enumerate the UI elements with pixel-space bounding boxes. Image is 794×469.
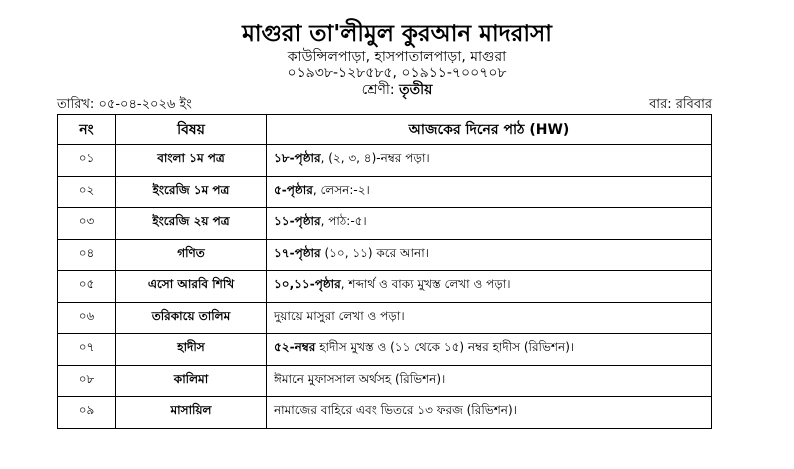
school-phones: ০১৯৩৮-১২৮৫৮৫, ০১৯১১-৭০০৭০৮	[287, 65, 507, 81]
lesson-bold: ১৭-পৃষ্ঠার	[274, 245, 321, 260]
lesson-bold: ৫২-নম্বর	[274, 340, 316, 355]
row-subject: হাদীস	[116, 334, 267, 366]
row-number: ০৭	[58, 334, 116, 366]
table-row	[58, 271, 712, 303]
class-label: শ্রেণী:	[361, 82, 395, 98]
class-value: তৃতীয়	[399, 82, 433, 98]
row-lesson	[267, 334, 712, 366]
row-number: ০২	[58, 176, 116, 208]
row-subject: কালিমা	[116, 365, 267, 397]
row-lesson	[267, 397, 712, 429]
row-number: ০৪	[58, 239, 116, 271]
lesson-bold: ৫-পৃষ্ঠার	[274, 182, 313, 197]
table-row	[58, 176, 712, 208]
row-number: ০৮	[58, 365, 116, 397]
row-lesson	[267, 208, 712, 240]
lesson-bold: ১৮-পৃষ্ঠার	[274, 151, 321, 166]
table-row	[58, 145, 712, 177]
row-subject: ইংরেজি ২য় পত্র	[116, 208, 267, 240]
row-subject: বাংলা ১ম পত্র	[116, 145, 267, 177]
table-row	[58, 208, 712, 240]
row-lesson	[267, 145, 712, 177]
table-row	[58, 397, 712, 429]
header-number: নং	[58, 115, 116, 145]
row-number: ০১	[58, 145, 116, 177]
row-lesson	[267, 239, 712, 271]
table-row	[58, 239, 712, 271]
row-subject: এসো আরবি শিখি	[116, 271, 267, 303]
table-row	[58, 302, 712, 334]
row-lesson	[267, 302, 712, 334]
lesson-bold: ১০,১১-পৃষ্ঠার	[274, 277, 341, 292]
row-number: ০৩	[58, 208, 116, 240]
school-title: মাগুরা তা'লীমুল কুরআন মাদরাসা	[242, 21, 552, 47]
row-number: ০৯	[58, 397, 116, 429]
row-subject: গণিত	[116, 239, 267, 271]
row-number: ০৫	[58, 271, 116, 303]
row-subject: তরিকায়ে তালিম	[116, 302, 267, 334]
header-lesson: আজকের দিনের পাঠ (HW)	[267, 115, 712, 145]
lesson-text: , পাঠ:-৫।	[320, 214, 367, 229]
row-lesson	[267, 176, 712, 208]
row-lesson	[267, 271, 712, 303]
table-header-row	[58, 115, 712, 145]
lesson-text: দুয়ায়ে মাসুরা লেখা ও পড়া।	[274, 308, 405, 323]
lesson-text: (১০, ১১) করে আনা।	[320, 245, 429, 260]
lesson-text: ঈমানে মুফাসসাল অর্থসহ (রিভিশন)।	[274, 371, 446, 386]
lesson-text: , শব্দার্থ ও বাক্য মুখস্ত লেখা ও পড়া।	[340, 277, 511, 292]
day-label: বার: রবিবার	[649, 97, 712, 112]
row-subject: মাসায়িল	[116, 397, 267, 429]
row-subject: ইংরেজি ১ম পত্র	[116, 176, 267, 208]
header-subject: বিষয়	[116, 115, 267, 145]
lesson-text: , (২, ৩, ৪)-নম্বর পড়া।	[320, 151, 430, 166]
homework-table	[57, 114, 712, 429]
table-row	[58, 334, 712, 366]
lesson-text: হাদীস মুখস্ত ও (১১ থেকে ১৫) নম্বর হাদীস (রিভিশন)।	[315, 340, 575, 355]
school-address: কাউন্সিলপাড়া, হাসপাতালপাড়া, মাগুরা	[287, 49, 507, 65]
row-number: ০৬	[58, 302, 116, 334]
lesson-bold: ১১-পৃষ্ঠার	[274, 214, 321, 229]
lesson-text: , লেসন:-২।	[312, 182, 370, 197]
table-row	[58, 365, 712, 397]
row-lesson	[267, 365, 712, 397]
date-label: তারিখ: ০৫-০৪-২০২৬ ইং	[57, 97, 192, 112]
lesson-text: নামাজের বাহিরে এবং ভিতরে ১৩ ফরজ (রিভিশন)।	[274, 403, 517, 418]
